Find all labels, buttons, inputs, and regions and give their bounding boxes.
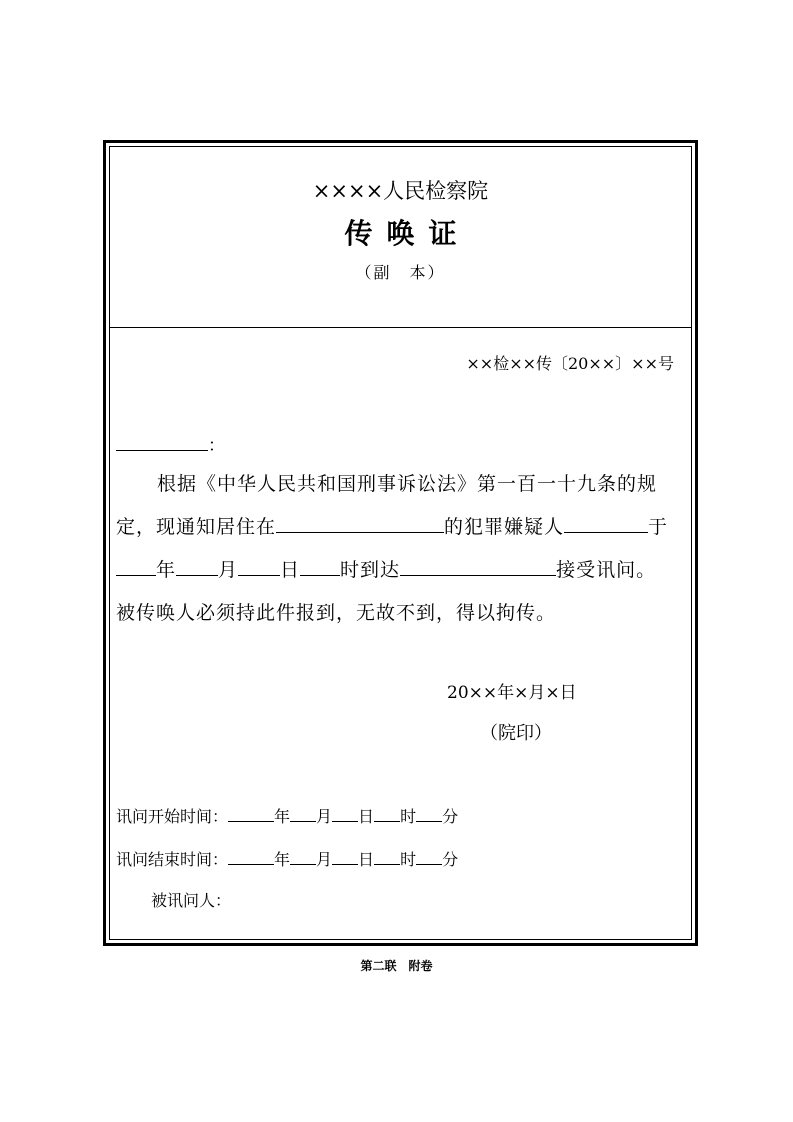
- body-line-2: [116, 512, 668, 539]
- day-blank[interactable]: [238, 557, 280, 576]
- month-label: 月: [218, 559, 239, 581]
- hour-blank[interactable]: [300, 557, 340, 576]
- interrogation-start-time: [116, 803, 458, 827]
- interrogation-label: 接受讯问。: [556, 559, 657, 581]
- interrogation-end-time: [116, 846, 458, 870]
- document-title: 传唤证: [344, 217, 471, 250]
- end-day-blank[interactable]: [332, 846, 358, 865]
- at-label: 于: [648, 516, 669, 538]
- residence-prefix: 定，现通知居住在: [116, 516, 277, 538]
- body-line-4: 被传唤人必须持此件报到，无故不到，得以拘传。: [116, 602, 557, 624]
- year-label: 年: [156, 559, 177, 581]
- day-label: 日: [280, 559, 301, 581]
- month-blank[interactable]: [176, 557, 218, 576]
- start-month-blank[interactable]: [290, 803, 316, 822]
- start-day-blank[interactable]: [332, 803, 358, 822]
- body-line-3: [116, 555, 656, 582]
- page-footer: 第二联 附卷: [360, 959, 433, 973]
- document-number: ××检××传〔20××〕××号: [466, 354, 674, 373]
- addressee-colon: ：: [208, 436, 225, 456]
- end-month-label: 月: [316, 850, 333, 869]
- end-hour-blank[interactable]: [374, 846, 400, 865]
- addressee-line: [116, 431, 225, 456]
- start-month-label: 月: [316, 807, 333, 826]
- copy-label: （副 本）: [355, 263, 446, 282]
- end-day-label: 日: [358, 850, 375, 869]
- court-seal-label: （院印）: [480, 723, 552, 744]
- interrogated-person-label: 被讯问人：: [151, 891, 232, 910]
- year-blank[interactable]: [116, 557, 156, 576]
- end-minute-label: 分: [442, 850, 459, 869]
- start-year-label: 年: [274, 807, 291, 826]
- location-blank[interactable]: [400, 557, 556, 576]
- start-minute-blank[interactable]: [416, 803, 442, 822]
- document-inner-frame: [109, 146, 692, 940]
- end-year-label: 年: [274, 850, 291, 869]
- start-time-label: 讯问开始时间：: [116, 807, 229, 826]
- suspect-label: 的犯罪嫌疑人: [444, 516, 565, 538]
- residence-blank[interactable]: [276, 514, 444, 533]
- organization-name: ××××人民检察院: [312, 179, 489, 203]
- start-year-blank[interactable]: [228, 803, 274, 822]
- start-day-label: 日: [358, 807, 375, 826]
- end-hour-label: 时: [400, 850, 417, 869]
- end-month-blank[interactable]: [290, 846, 316, 865]
- signed-date: 20××年×月×日: [447, 683, 577, 703]
- start-minute-label: 分: [442, 807, 459, 826]
- suspect-name-blank[interactable]: [564, 514, 648, 533]
- arrive-label: 时到达: [340, 559, 401, 581]
- body-line-1: 根据《中华人民共和国刑事诉讼法》第一百一十九条的规: [157, 473, 658, 495]
- start-hour-label: 时: [400, 807, 417, 826]
- document-header: [110, 147, 691, 327]
- end-minute-blank[interactable]: [416, 846, 442, 865]
- header-divider: [110, 327, 691, 328]
- end-time-label: 讯问结束时间：: [116, 850, 229, 869]
- end-year-blank[interactable]: [228, 846, 274, 865]
- start-hour-blank[interactable]: [374, 803, 400, 822]
- document-frame: [103, 140, 698, 946]
- addressee-blank[interactable]: [116, 432, 208, 451]
